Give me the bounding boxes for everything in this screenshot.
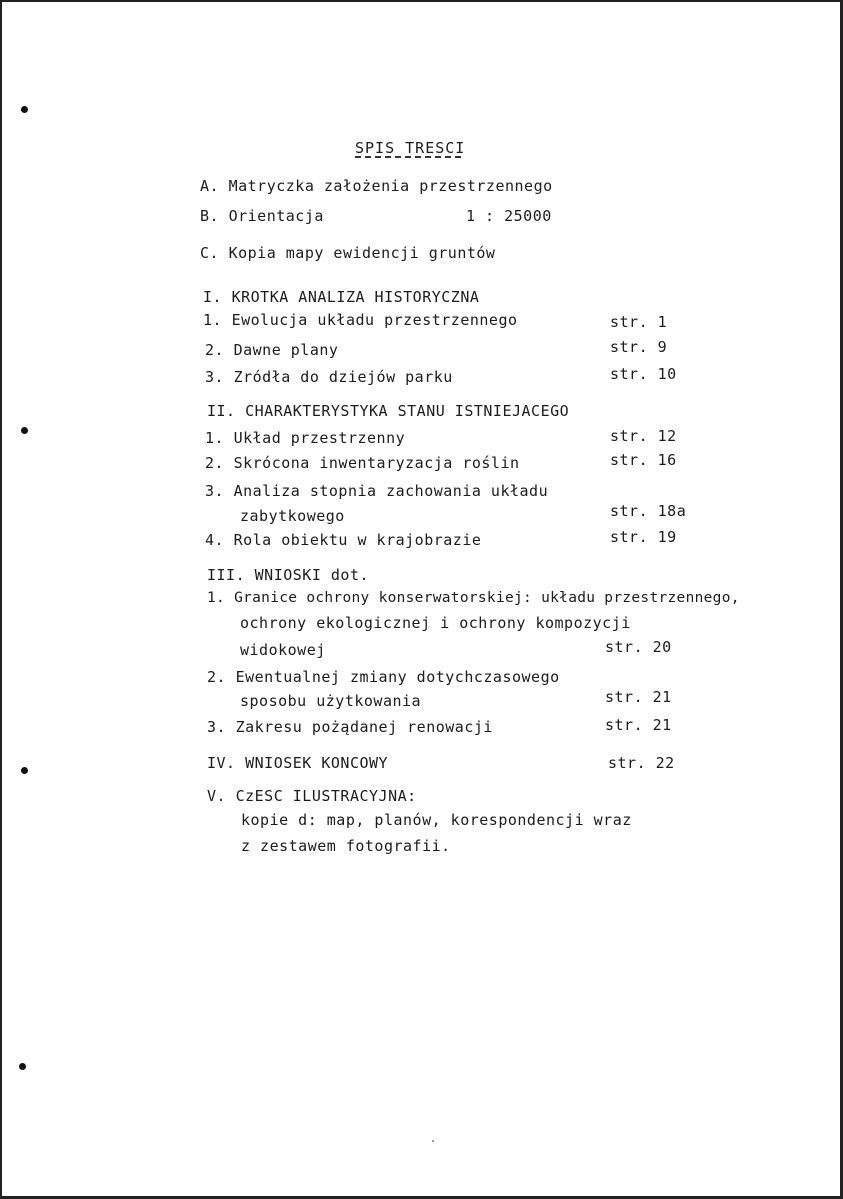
page-ref-iii-3: str. 21: [605, 716, 672, 734]
toc-entry-c: C. Kopia mapy ewidencji gruntów: [200, 244, 496, 262]
section-heading-ii: II. CHARAKTERYSTYKA STANU ISTNIEJACEGO: [207, 402, 570, 420]
toc-entry-i-1: 1. Ewolucja układu przestrzennego: [203, 311, 518, 329]
page-ref-iii-2: str. 21: [605, 688, 672, 706]
toc-entry-iii-1: 1. Granice ochrony konserwatorskiej: układu przestrzennego,: [207, 590, 740, 606]
punch-hole-mark: [21, 767, 28, 774]
toc-entry-ii-2: 2. Skrócona inwentaryzacja roślin: [205, 454, 520, 472]
page-ref-i-3: str. 10: [610, 365, 677, 383]
toc-entry-iii-2: 2. Ewentualnej zmiany dotychczasowego: [207, 668, 560, 686]
toc-entry-v-cont2: z zestawem fotografii.: [241, 837, 451, 855]
toc-entry-iii-2-cont: sposobu użytkowania: [240, 692, 422, 710]
page-ref-ii-3: str. 18a: [610, 502, 687, 520]
toc-entry-v-cont: kopie d: map, planów, korespondencji wraz: [241, 811, 632, 829]
toc-entry-ii-1: 1. Układ przestrzenny: [205, 429, 406, 447]
toc-entry-a: A. Matryczka założenia przestrzennego: [200, 177, 553, 195]
section-heading-i: I. KROTKA ANALIZA HISTORYCZNA: [203, 288, 480, 306]
document-title: SPIS TRESCI: [355, 139, 466, 157]
toc-entry-b-scale: 1 : 25000: [466, 207, 552, 225]
page-ref-ii-1: str. 12: [610, 427, 677, 445]
page-ref-i-2: str. 9: [610, 338, 668, 356]
page-ref-ii-2: str. 16: [610, 451, 677, 469]
page-ref-i-1: str. 1: [610, 313, 668, 331]
toc-entry-b: B. Orientacja: [200, 207, 324, 225]
toc-entry-ii-3: 3. Analiza stopnia zachowania układu: [205, 482, 549, 500]
page-ref-iv: str. 22: [608, 754, 675, 772]
toc-entry-iii-3: 3. Zakresu pożądanej renowacji: [207, 718, 493, 736]
punch-hole-mark: [21, 106, 28, 113]
toc-entry-iii-1-cont: ochrony ekologicznej i ochrony kompozycji: [240, 614, 631, 632]
punch-hole-mark: [19, 1063, 26, 1070]
section-heading-iv: IV. WNIOSEK KONCOWY: [207, 754, 389, 772]
paper-speck: [432, 1140, 434, 1142]
page-ref-ii-4: str. 19: [610, 528, 677, 546]
toc-entry-ii-4: 4. Rola obiektu w krajobrazie: [205, 531, 482, 549]
section-heading-v: V. CzESC ILUSTRACYJNA:: [207, 787, 417, 805]
page-ref-iii-1: str. 20: [605, 638, 672, 656]
toc-entry-i-3: 3. Zródła do dziejów parku: [205, 368, 453, 386]
punch-hole-mark: [21, 427, 28, 434]
toc-entry-i-2: 2. Dawne plany: [205, 341, 339, 359]
toc-entry-iii-1-cont2: widokowej: [240, 641, 326, 659]
title-underline: [355, 156, 461, 158]
section-heading-iii: III. WNIOSKI dot.: [207, 566, 370, 584]
toc-entry-ii-3-cont: zabytkowego: [240, 507, 345, 525]
